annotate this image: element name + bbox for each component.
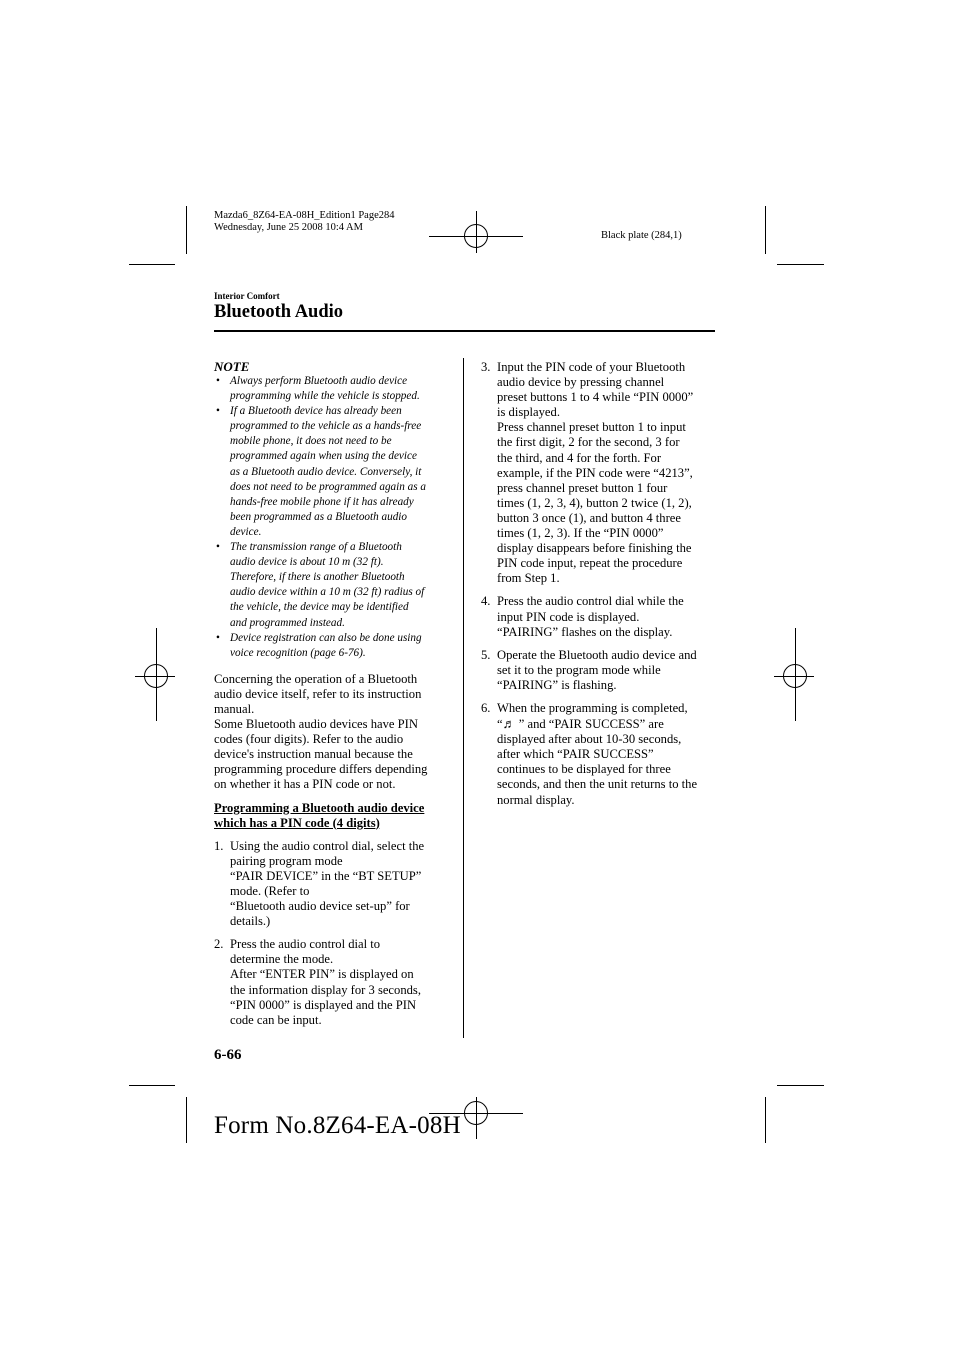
note-line: been programmed as a Bluetooth audio: [230, 510, 408, 523]
step-line: Using the audio control dial, select the: [230, 838, 425, 853]
note-line: • The transmission range of a Bluetooth: [230, 541, 402, 554]
form-number: Form No.8Z64-EA-08H: [214, 1112, 461, 1139]
step-line: Operate the Bluetooth audio device and: [497, 647, 697, 662]
step-line: Press the audio control dial to: [230, 937, 381, 952]
note-line: mobile phone, it does not need to be: [230, 435, 392, 448]
step-line: “PAIR DEVICE” in the “BT SETUP”: [230, 868, 422, 883]
step-line: “PAIRING” flashes on the display.: [497, 624, 673, 639]
step-item: [214, 839, 454, 930]
step-line: from Step 1.: [497, 571, 560, 586]
step-line: PIN code input, repeat the procedure: [497, 556, 683, 571]
step-line: “PAIRING” is flashing.: [497, 677, 617, 692]
note-line: Therefore, if there is another Bluetooth: [230, 571, 405, 584]
note-line: • Always perform Bluetooth audio device: [230, 375, 408, 387]
crop-mark-line: [186, 1097, 187, 1143]
music-note-icon: ♬: [502, 716, 516, 732]
step-item: [481, 594, 721, 639]
step-line: display disappears before finishing the: [497, 541, 692, 556]
note-line: does not need to be programmed again as a: [230, 480, 426, 493]
intro-line: audio device itself, refer to its instruction: [214, 686, 422, 701]
step-line: details.): [230, 914, 271, 929]
step-line: normal display.: [497, 792, 575, 807]
step-line: pairing program mode: [230, 853, 343, 868]
title-rule: [214, 330, 715, 332]
note-item: [214, 540, 454, 631]
step-item: [481, 360, 721, 586]
note-line: audio device is about 10 m (32 ft).: [230, 556, 384, 569]
step-line: determine the mode.: [230, 952, 334, 967]
note-line: hands-free mobile phone if it has already: [230, 495, 414, 508]
step-line: When the programming is completed,: [497, 700, 688, 715]
note-heading: NOTE: [214, 359, 250, 374]
page-number: 6-66: [214, 1047, 242, 1063]
subheading-line: Programming a Bluetooth audio device: [214, 800, 425, 815]
step-line: code can be input.: [230, 1012, 322, 1027]
note-line: programming while the vehicle is stopped.: [230, 390, 420, 403]
step-line: Input the PIN code of your Bluetooth: [497, 360, 686, 374]
file-info: [214, 210, 395, 234]
step-line: example, if the PIN code were “4213”,: [497, 465, 693, 480]
subheading: [214, 801, 454, 831]
step-line: press channel preset button 1 four: [497, 480, 668, 495]
note-line: • If a Bluetooth device has already been: [230, 405, 402, 418]
intro-line: codes (four digits). Refer to the audio: [214, 732, 404, 747]
step-line: input PIN code is displayed.: [497, 609, 640, 624]
subheading-line: which has a PIN code (4 digits): [214, 815, 380, 830]
steps-list: [214, 839, 454, 1028]
step-line: After “ENTER PIN” is displayed on: [230, 967, 414, 982]
step-text: [497, 360, 721, 586]
step-line: is displayed.: [497, 405, 560, 420]
intro-line: on whether it has a PIN code or not.: [214, 777, 396, 792]
registration-circle: [144, 664, 168, 688]
step-line: set it to the program mode while: [497, 662, 661, 677]
crop-mark-line: [765, 206, 766, 254]
step-text: [497, 701, 721, 808]
step-line: button 3 once (1), and button 4 three: [497, 510, 681, 525]
note-line: • Device registration can also be done using: [230, 631, 422, 644]
note-line: as a Bluetooth audio device. Conversely, it: [230, 465, 422, 478]
intro-paragraph: [214, 672, 454, 793]
step-line: the information display for 3 seconds,: [230, 982, 421, 997]
step-line: displayed after about 10-30 seconds,: [497, 732, 682, 747]
crop-mark-line: [129, 264, 175, 265]
step-line: continues to be displayed for three: [497, 762, 671, 777]
file-info-timestamp: Wednesday, June 25 2008 10:4 AM: [214, 222, 363, 233]
step-item: [214, 937, 454, 1028]
registration-circle: [464, 224, 488, 248]
step-number: 3.: [481, 360, 491, 374]
step-line: the first digit, 2 for the second, 3 for: [497, 435, 680, 450]
crop-mark-line: [765, 1097, 766, 1143]
step-number: 4.: [481, 594, 491, 609]
note-line: voice recognition (page 6-76).: [230, 646, 366, 659]
note-line: the vehicle, the device may be identified: [230, 601, 409, 614]
registration-circle: [464, 1101, 488, 1125]
left-column: [214, 359, 454, 1036]
step-line: [497, 716, 721, 732]
plate-label: Black plate (284,1): [601, 230, 682, 241]
crop-mark-line: [777, 264, 824, 265]
crop-mark-line: [129, 1085, 175, 1086]
step-number: 1.: [214, 838, 224, 853]
step-item: [481, 701, 721, 808]
step-line: mode. (Refer to: [230, 884, 310, 898]
note-line: programmed to the vehicle as a hands-free: [230, 420, 422, 433]
step-line-rest: ” and “PAIR SUCCESS” are: [515, 717, 664, 732]
note-line: and programmed instead.: [230, 616, 345, 629]
step-number: 2.: [214, 937, 224, 952]
step-text: [497, 594, 721, 639]
note-line: audio device within a 10 m (32 ft) radius of: [230, 586, 425, 599]
file-info-line: Mazda6_8Z64-EA-08H_Edition1 Page284: [214, 210, 395, 221]
intro-line: Some Bluetooth audio devices have PIN: [214, 717, 418, 732]
note-line: device.: [230, 525, 262, 538]
intro-line: device's instruction manual because the: [214, 747, 413, 762]
step-line: times (1, 2, 3, 4), button 2 twice (1, 2),: [497, 495, 692, 510]
crop-mark-line: [777, 1085, 824, 1086]
note-line: programmed again when using the device: [230, 450, 417, 463]
note-item: [214, 404, 454, 540]
step-line: seconds, and then the unit returns to the: [497, 777, 698, 792]
step-line: Press the audio control dial while the: [497, 594, 684, 609]
step-line: “Bluetooth audio device set-up” for: [230, 899, 410, 914]
step-line: audio device by pressing channel: [497, 375, 665, 390]
intro-line: Concerning the operation of a Bluetooth: [214, 671, 418, 686]
note-list: [214, 374, 454, 661]
section-label: Interior Comfort: [214, 291, 280, 301]
open-quote: “: [497, 717, 503, 732]
step-text: [230, 937, 454, 1028]
right-column: [481, 360, 721, 816]
intro-line: manual.: [214, 701, 255, 716]
step-item: [481, 648, 721, 693]
registration-circle: [783, 664, 807, 688]
crop-mark-line: [186, 206, 187, 254]
note-item: [214, 374, 454, 404]
step-line: after which “PAIR SUCCESS”: [497, 747, 654, 762]
step-number: 5.: [481, 647, 491, 662]
step-line: preset buttons 1 to 4 while “PIN 0000”: [497, 390, 694, 405]
intro-line: programming procedure differs depending: [214, 762, 428, 777]
step-line: Press channel preset button 1 to input: [497, 420, 686, 435]
column-divider: [463, 358, 464, 1038]
step-text: [230, 839, 454, 930]
step-line: the third, and 4 for the forth. For: [497, 450, 662, 465]
note-item: [214, 631, 454, 661]
step-number: 6.: [481, 700, 491, 715]
page-title: Bluetooth Audio: [214, 302, 344, 322]
steps-list: [481, 360, 721, 808]
step-text: [497, 648, 721, 693]
step-line: “PIN 0000” is displayed and the PIN: [230, 997, 417, 1012]
step-line: times (1, 2, 3). If the “PIN 0000”: [497, 526, 664, 541]
